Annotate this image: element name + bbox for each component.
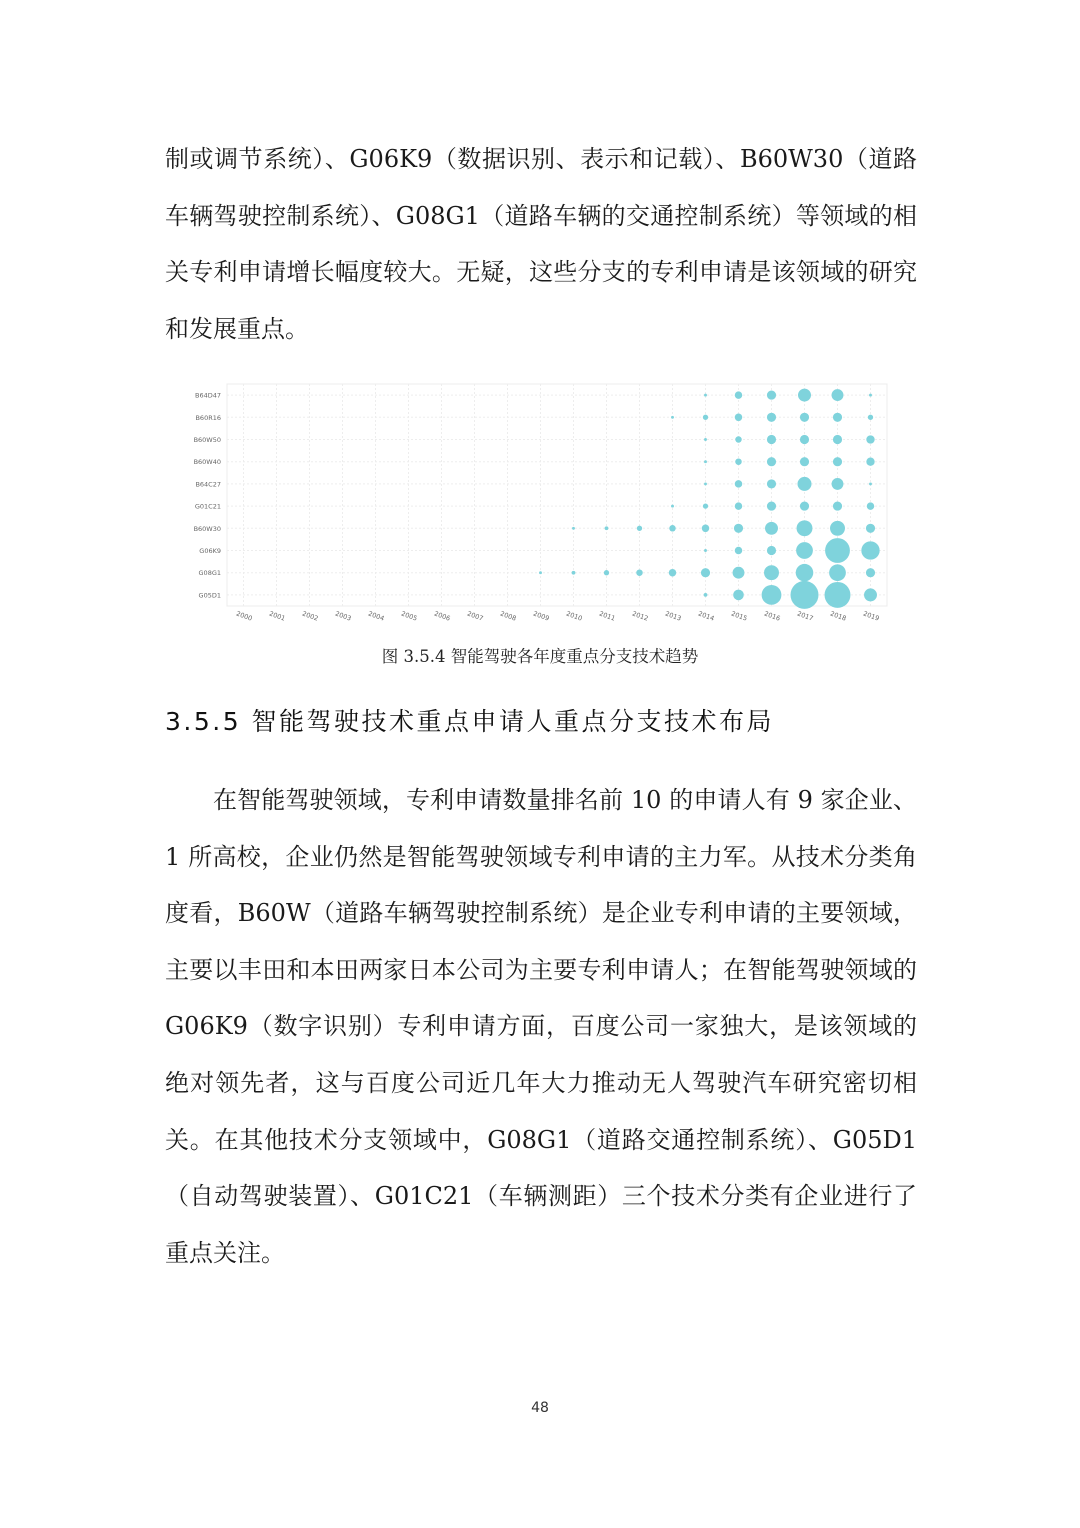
bubble-chart	[185, 380, 895, 630]
x-tick-label: 2003	[334, 609, 353, 623]
bubble-point	[767, 457, 776, 466]
bubble-point	[704, 549, 707, 552]
bubble-point	[765, 522, 778, 535]
bubble-point	[832, 389, 844, 401]
bubble-point	[572, 527, 575, 530]
bubble-point	[734, 524, 743, 533]
bubble-point	[767, 546, 776, 555]
section-heading: 3.5.5 智能驾驶技术重点申请人重点分支技术布局	[165, 707, 775, 736]
x-tick-label: 2016	[763, 609, 782, 623]
bubble-point	[669, 569, 676, 576]
bubble-point	[767, 479, 776, 488]
bubble-point	[825, 582, 851, 608]
paragraph-2: 在智能驾驶领域，专利申请数量排名前 10 的申请人有 9 家企业、1 所高校，企业仍然是智能驾驶领域专利申请的主力军。从技术分类角度看，B60W（道路车辆驾驶控制系统）是企业专利申请的主要领域，主要以丰田和本田两家日本公司为主要专利申请人；在智能驾驶领域的 G06K9（数字识别）专利申请方面，百度公司一家独大，是该领域的绝对领先者，这与百度公司近几年大力推动无人驾驶汽车研究密切相关。在其他技术分支领域中，G08G1（道路交通控制系统）、G05D1（自动驾驶装置）、G01C21（车辆测距）三个技术分类有企业进行了重点关注。	[165, 786, 917, 1267]
bubble-point	[767, 502, 776, 511]
y-tick-label: B60W50	[193, 436, 221, 444]
bubble-point	[797, 520, 813, 536]
y-tick-label: G06K9	[199, 547, 221, 555]
bubble-point	[733, 590, 744, 601]
bubble-point	[866, 435, 874, 443]
bubble-point	[832, 478, 844, 490]
bubble-point	[764, 565, 779, 580]
bubble-point	[703, 503, 708, 508]
bubble-point	[798, 389, 811, 402]
x-tick-label: 2005	[400, 609, 419, 623]
chart-svg	[185, 380, 895, 630]
bubble-point	[636, 569, 642, 575]
bubble-point	[572, 571, 576, 575]
y-tick-label: B64D47	[194, 391, 221, 400]
bubble-point	[701, 568, 710, 577]
bubble-point	[866, 458, 874, 466]
bubble-point	[861, 541, 879, 559]
y-tick-label: G01C21	[194, 502, 221, 511]
x-tick-label: 2015	[730, 609, 749, 623]
bubble-point	[767, 435, 776, 444]
bubble-point	[791, 581, 819, 609]
x-tick-label: 2019	[862, 609, 881, 623]
bubble-point	[735, 480, 742, 487]
bubble-point	[733, 567, 745, 579]
x-tick-label: 2002	[301, 609, 320, 623]
bubble-point	[796, 564, 814, 582]
x-tick-label: 2006	[433, 609, 452, 623]
bubble-point	[704, 394, 707, 397]
bubble-point	[800, 413, 809, 422]
bubble-point	[869, 394, 872, 397]
bubble-point	[868, 415, 873, 420]
bubble-point	[762, 585, 782, 605]
bubble-point	[767, 391, 776, 400]
bubble-point	[735, 436, 741, 442]
x-tick-label: 2011	[598, 609, 617, 623]
x-tick-label: 2007	[466, 609, 485, 623]
y-tick-label: G05D1	[198, 591, 221, 600]
paragraph-1: 制或调节系统）、G06K9（数据识别、表示和记载）、B60W30（道路车辆驾驶控制系统）、G08G1（道路车辆的交通控制系统）等领域的相关专利申请增长幅度较大。无疑，这些分支的专利申请是该领域的研究和发展重点。	[165, 145, 917, 343]
bubble-point	[798, 477, 812, 491]
bubble-point	[735, 547, 742, 554]
bubble-point	[539, 571, 542, 574]
bubble-point	[605, 526, 609, 530]
bubble-point	[830, 521, 845, 536]
y-tick-label: G08G1	[198, 569, 221, 578]
y-tick-label: B64C27	[195, 480, 221, 489]
bubble-point	[800, 435, 809, 444]
bubble-point	[604, 570, 609, 575]
bubble-point	[825, 538, 850, 563]
x-tick-label: 2012	[631, 609, 650, 623]
bubble-point	[669, 525, 675, 531]
bubble-point	[833, 502, 842, 511]
x-tick-label: 2001	[268, 609, 287, 623]
bubble-point	[864, 588, 877, 601]
bubble-point	[735, 458, 741, 464]
x-tick-label: 2009	[532, 609, 551, 623]
bubble-point	[703, 415, 708, 420]
bubble-point	[704, 593, 708, 597]
bubble-point	[704, 482, 707, 485]
x-tick-label: 2013	[664, 609, 683, 623]
bubble-point	[735, 391, 742, 398]
bubble-point	[735, 502, 742, 509]
bubble-point	[735, 414, 742, 421]
x-tick-label: 2018	[829, 609, 848, 623]
x-tick-label: 2004	[367, 609, 386, 623]
bubble-point	[671, 505, 674, 508]
bubble-point	[833, 435, 842, 444]
bubble-point	[767, 413, 776, 422]
bubble-point	[833, 457, 842, 466]
bubble-point	[637, 526, 642, 531]
bubble-point	[702, 525, 709, 532]
bubble-point	[869, 482, 872, 485]
bubble-point	[796, 542, 813, 559]
figure-caption: 图 3.5.4 智能驾驶各年度重点分支技术趋势	[381, 647, 699, 666]
bubble-point	[800, 502, 809, 511]
bubble-point	[866, 568, 875, 577]
page-number: 48	[531, 1400, 549, 1416]
x-tick-label: 2000	[235, 609, 254, 623]
x-tick-label: 2010	[565, 609, 584, 623]
bubble-point	[704, 460, 707, 463]
bubble-point	[800, 457, 809, 466]
bubble-point	[833, 413, 842, 422]
y-tick-label: B60W30	[193, 524, 221, 533]
bubble-point	[704, 438, 707, 441]
bubble-point	[866, 524, 875, 533]
x-tick-label: 2014	[697, 609, 716, 623]
y-tick-label: B60W40	[193, 458, 221, 467]
x-tick-label: 2017	[796, 609, 815, 623]
bubble-point	[671, 416, 674, 419]
x-tick-label: 2008	[499, 609, 518, 623]
y-tick-label: B60R16	[195, 413, 221, 422]
bubble-point	[867, 502, 874, 509]
bubble-point	[829, 564, 846, 581]
